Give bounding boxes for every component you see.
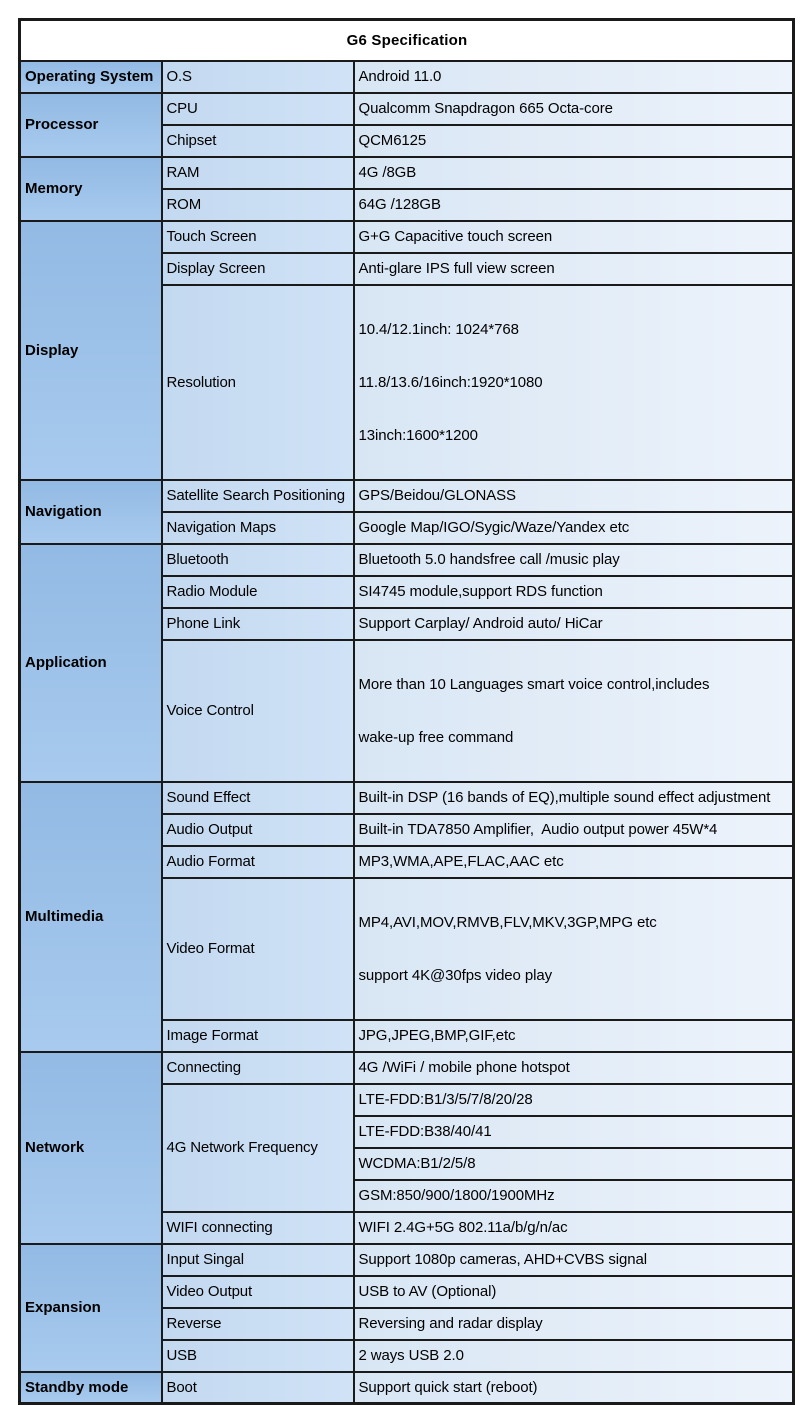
spec-value-cell: LTE-FDD:B1/3/5/7/8/20/28 xyxy=(354,1084,794,1116)
category-cell-memory: Memory xyxy=(20,157,162,221)
value-line: More than 10 Languages smart voice control,includes xyxy=(358,675,710,693)
table-row xyxy=(20,782,794,814)
category-cell-navigation: Navigation xyxy=(20,480,162,544)
spec-value-cell: 4G /8GB xyxy=(354,157,794,189)
spec-value-cell: GPS/Beidou/GLONASS xyxy=(354,480,794,512)
spec-value-cell xyxy=(354,285,794,480)
spec-label-cell: Audio Format xyxy=(162,846,354,878)
spec-value-cell: SI4745 module,support RDS function xyxy=(354,576,794,608)
value-line: 10.4/12.1inch: 1024*768 xyxy=(358,320,519,338)
table-row xyxy=(20,1052,794,1084)
spec-label-cell: Bluetooth xyxy=(162,544,354,576)
spec-label-cell: Display Screen xyxy=(162,253,354,285)
spec-value-cell: Support 1080p cameras, AHD+CVBS signal xyxy=(354,1244,794,1276)
spec-value-cell: Reversing and radar display xyxy=(354,1308,794,1340)
table-row xyxy=(20,221,794,253)
spec-value-cell: WCDMA:B1/2/5/8 xyxy=(354,1148,794,1180)
spec-value-cell: Support Carplay/ Android auto/ HiCar xyxy=(354,608,794,640)
spec-label-cell: RAM xyxy=(162,157,354,189)
spec-value-cell: 4G /WiFi / mobile phone hotspot xyxy=(354,1052,794,1084)
category-cell-multimedia: Multimedia xyxy=(20,782,162,1052)
spec-label-cell: Audio Output xyxy=(162,814,354,846)
table-row xyxy=(20,93,794,125)
category-cell-processor: Processor xyxy=(20,93,162,157)
spec-value-cell: Google Map/IGO/Sygic/Waze/Yandex etc xyxy=(354,512,794,544)
spec-value-cell: MP3,WMA,APE,FLAC,AAC etc xyxy=(354,846,794,878)
spec-label-cell: Input Singal xyxy=(162,1244,354,1276)
spec-value-cell: 2 ways USB 2.0 xyxy=(354,1340,794,1372)
spec-label-cell: Video Format xyxy=(162,878,354,1020)
table-row xyxy=(20,61,794,93)
table-row xyxy=(20,157,794,189)
spec-value-cell: GSM:850/900/1800/1900MHz xyxy=(354,1180,794,1212)
spec-label-cell: Touch Screen xyxy=(162,221,354,253)
category-cell-operating-system: Operating System xyxy=(20,61,162,93)
spec-value-cell: 64G /128GB xyxy=(354,189,794,221)
spec-value-cell: Qualcomm Snapdragon 665 Octa-core xyxy=(354,93,794,125)
spec-label-cell: WIFI connecting xyxy=(162,1212,354,1244)
spec-value-cell: Support quick start (reboot) xyxy=(354,1372,794,1404)
spec-label-cell: O.S xyxy=(162,61,354,93)
category-cell-display: Display xyxy=(20,221,162,480)
value-line: MP4,AVI,MOV,RMVB,FLV,MKV,3GP,MPG etc xyxy=(358,913,657,931)
category-cell-application: Application xyxy=(20,544,162,782)
spec-label-cell: CPU xyxy=(162,93,354,125)
spec-label-cell: Connecting xyxy=(162,1052,354,1084)
spec-value-cell: Built-in DSP (16 bands of EQ),multiple sound effect adjustment xyxy=(354,782,794,814)
spec-label-cell: Navigation Maps xyxy=(162,512,354,544)
spec-label-cell: Phone Link xyxy=(162,608,354,640)
spec-label-cell: USB xyxy=(162,1340,354,1372)
spec-label-cell: Satellite Search Positioning xyxy=(162,480,354,512)
category-cell-expansion: Expansion xyxy=(20,1244,162,1372)
spec-label-cell: Image Format xyxy=(162,1020,354,1052)
spec-value-cell xyxy=(354,878,794,1020)
table-row xyxy=(20,1372,794,1404)
spec-label-cell: Voice Control xyxy=(162,640,354,782)
spec-value-cell: Anti-glare IPS full view screen xyxy=(354,253,794,285)
spec-value-cell: QCM6125 xyxy=(354,125,794,157)
specification-table xyxy=(18,18,795,1405)
spec-value-cell: WIFI 2.4G+5G 802.11a/b/g/n/ac xyxy=(354,1212,794,1244)
spec-label-cell: Video Output xyxy=(162,1276,354,1308)
value-line: wake-up free command xyxy=(358,728,514,746)
spec-label-cell: Resolution xyxy=(162,285,354,480)
value-line: 13inch:1600*1200 xyxy=(358,426,478,444)
spec-value-cell: Android 11.0 xyxy=(354,61,794,93)
spec-value-cell: G+G Capacitive touch screen xyxy=(354,221,794,253)
value-line: support 4K@30fps video play xyxy=(358,966,552,984)
spec-label-cell: 4G Network Frequency xyxy=(162,1084,354,1212)
spec-value-cell: Built-in TDA7850 Amplifier, Audio output power 45W*4 xyxy=(354,814,794,846)
table-row xyxy=(20,480,794,512)
spec-label-cell: Reverse xyxy=(162,1308,354,1340)
spec-label-cell: Boot xyxy=(162,1372,354,1404)
spec-value-cell: Bluetooth 5.0 handsfree call /music play xyxy=(354,544,794,576)
spec-label-cell: Sound Effect xyxy=(162,782,354,814)
spec-label-cell: Radio Module xyxy=(162,576,354,608)
value-line: 11.8/13.6/16inch:1920*1080 xyxy=(358,373,543,391)
table-row xyxy=(20,20,794,61)
spec-value-cell xyxy=(354,640,794,782)
spec-label-cell: Chipset xyxy=(162,125,354,157)
category-cell-network: Network xyxy=(20,1052,162,1244)
table-row xyxy=(20,1244,794,1276)
spec-value-cell: LTE-FDD:B38/40/41 xyxy=(354,1116,794,1148)
spec-label-cell: ROM xyxy=(162,189,354,221)
category-cell-standby-mode: Standby mode xyxy=(20,1372,162,1404)
spec-value-cell: USB to AV (Optional) xyxy=(354,1276,794,1308)
page-title: G6 Specification xyxy=(20,20,794,61)
spec-value-cell: JPG,JPEG,BMP,GIF,etc xyxy=(354,1020,794,1052)
table-row xyxy=(20,544,794,576)
